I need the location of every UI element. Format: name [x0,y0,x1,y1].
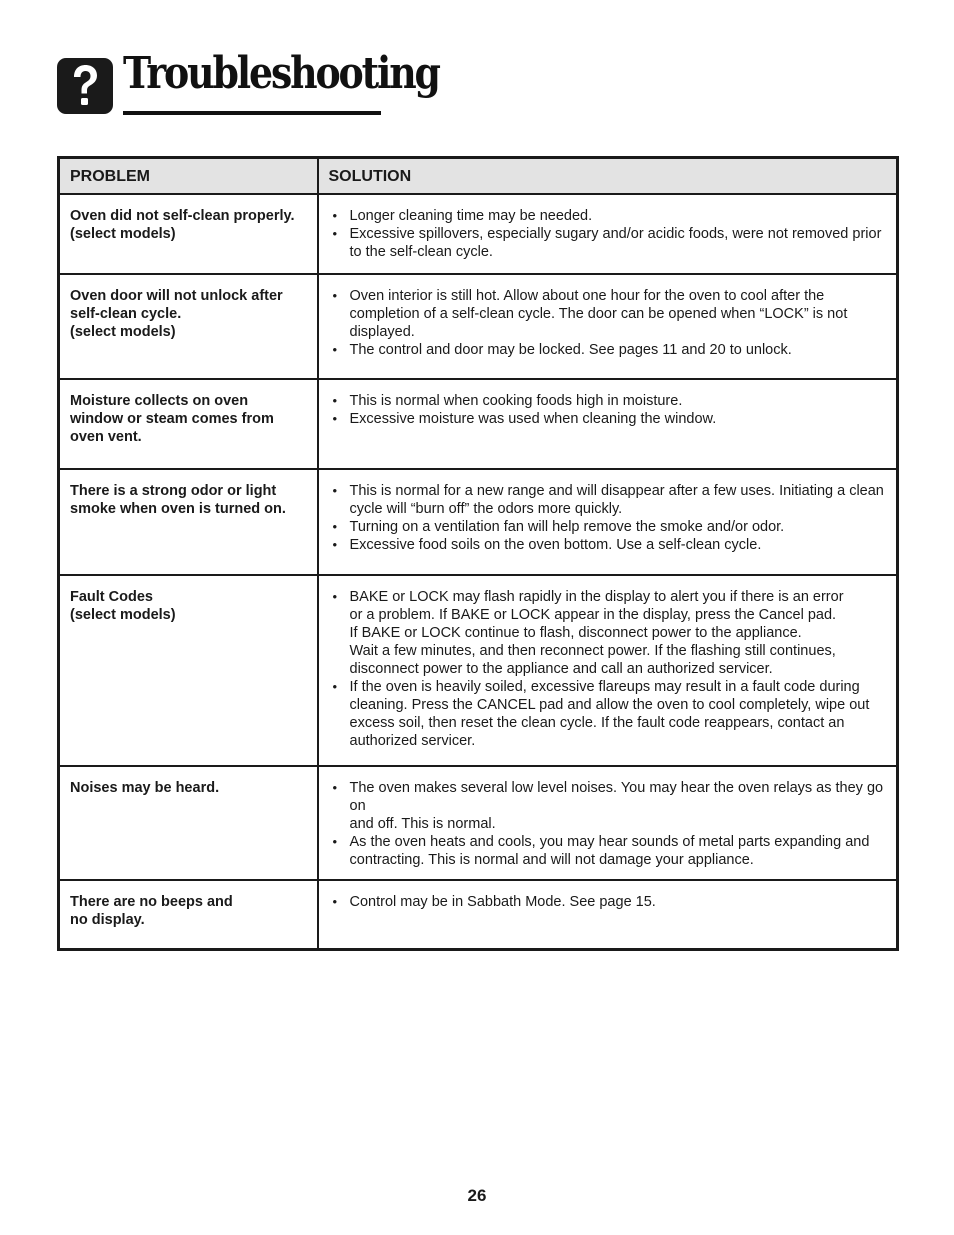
solution-cell [318,766,898,880]
table-row [59,575,898,766]
solution-text-line: authorized servicer. [349,733,476,749]
table-row [59,766,898,880]
solution-item [329,207,889,225]
problem-cell [59,469,318,575]
table-row [59,469,898,575]
solution-text-line: or a problem. If BAKE or LOCK appear in the display, press the Cancel pad. [349,607,837,623]
solution-item [329,225,889,261]
table-header-row [59,158,898,195]
solution-cell [318,194,898,274]
problem-text-line: oven vent. [70,429,142,445]
solution-text-line: completion of a self-clean cycle. The door can be opened when “LOCK” is not [349,306,848,322]
solution-text-line: cleaning. Press the CANCEL pad and allow the oven to cool completely, wipe out [349,697,870,713]
table-row [59,194,898,274]
solution-item [329,341,889,359]
solution-text-line: • Longer cleaning time may be needed. [349,208,593,224]
solution-item [329,678,889,750]
problem-cell [59,575,318,766]
page-title: Troubleshooting [123,48,439,99]
solution-text-line: excess soil, then reset the clean cycle. If the fault code reappears, contact an [349,715,845,731]
solution-text-line: • This is normal when cooking foods high in moisture. [349,393,683,409]
solution-list [329,482,889,554]
problem-cell [59,379,318,469]
problem-text-line: Oven door will not unlock after [70,288,283,304]
solution-cell [318,274,898,379]
troubleshooting-table [57,156,899,951]
solution-text-line: • The oven makes several low level noises. You may hear the oven relays as they go on [349,780,884,814]
problem-text-line: Noises may be heard. [70,780,220,796]
solution-cell [318,575,898,766]
problem-text-line: no display. [70,912,145,928]
table-row [59,880,898,949]
solution-text-line: • BAKE or LOCK may flash rapidly in the display to alert you if there is an error [349,589,844,605]
solution-item [329,287,889,341]
solution-text-line: • If the oven is heavily soiled, excessive flareups may result in a fault code during [349,679,860,695]
solution-item [329,410,889,428]
solution-item [329,833,889,869]
problem-text-line: Moisture collects on oven [70,393,249,409]
solution-text-line: displayed. [349,324,415,340]
solution-item [329,588,889,678]
solution-cell [318,469,898,575]
solution-text-line: Wait a few minutes, and then reconnect power. If the flashing still continues, [349,643,836,659]
solution-text-line: contracting. This is normal and will not damage your appliance. [349,852,754,868]
problem-text-line: Fault Codes [70,589,153,605]
solution-text-line: • Excessive moisture was used when cleaning the window. [349,411,717,427]
solution-item [329,893,889,911]
solution-text-line: • Turning on a ventilation fan will help remove the smoke and/or odor. [349,519,785,535]
solution-list [329,207,889,261]
solution-text-line: • Oven interior is still hot. Allow about one hour for the oven to cool after the [349,288,825,304]
solution-text-line: cycle will “burn off” the odors more quickly. [349,501,623,517]
table-row [59,379,898,469]
solution-cell [318,880,898,949]
solution-list [329,287,889,359]
solution-text-line: • The control and door may be locked. See pages 11 and 20 to unlock. [349,342,792,358]
problem-cell [59,766,318,880]
solution-column-header: SOLUTION [318,158,898,195]
solution-text-line: • As the oven heats and cools, you may hear sounds of metal parts expanding and [349,834,870,850]
solution-text-line: • Control may be in Sabbath Mode. See page 15. [349,894,656,910]
problem-text-line: window or steam comes from [70,411,274,427]
problem-text-line: Oven did not self-clean properly. [70,208,295,224]
problem-text-line: There are no beeps and [70,894,233,910]
question-mark-icon [57,58,113,114]
problem-text-line: (select models) [70,226,176,242]
solution-text-line: disconnect power to the appliance and call an authorized servicer. [349,661,773,677]
problem-text-line: smoke when oven is turned on. [70,501,286,517]
solution-list [329,588,889,750]
solution-list [329,893,889,911]
solution-cell [318,379,898,469]
solution-text-line: • Excessive spillovers, especially sugary and/or acidic foods, were not removed prior [349,226,882,242]
solution-text-line: • Excessive food soils on the oven bottom. Use a self-clean cycle. [349,537,762,553]
solution-item [329,392,889,410]
problem-text-line: There is a strong odor or light [70,483,277,499]
solution-item [329,518,889,536]
solution-text-line: If BAKE or LOCK continue to flash, disconnect power to the appliance. [349,625,802,641]
problem-column-header: PROBLEM [59,158,318,195]
problem-text-line: (select models) [70,324,176,340]
title-underline [123,111,381,115]
solution-item [329,779,889,833]
solution-text-line: • This is normal for a new range and will disappear after a few uses. Initiating a clean [349,483,884,499]
problem-text-line: self-clean cycle. [70,306,182,322]
solution-list [329,779,889,869]
problem-cell [59,194,318,274]
solution-item [329,482,889,518]
page-number: 26 [467,1186,487,1205]
problem-cell [59,274,318,379]
problem-cell [59,880,318,949]
table-row [59,274,898,379]
solution-list [329,392,889,428]
solution-text-line: and off. This is normal. [349,816,496,832]
solution-text-line: to the self-clean cycle. [349,244,493,260]
problem-text-line: (select models) [70,607,176,623]
solution-item [329,536,889,554]
